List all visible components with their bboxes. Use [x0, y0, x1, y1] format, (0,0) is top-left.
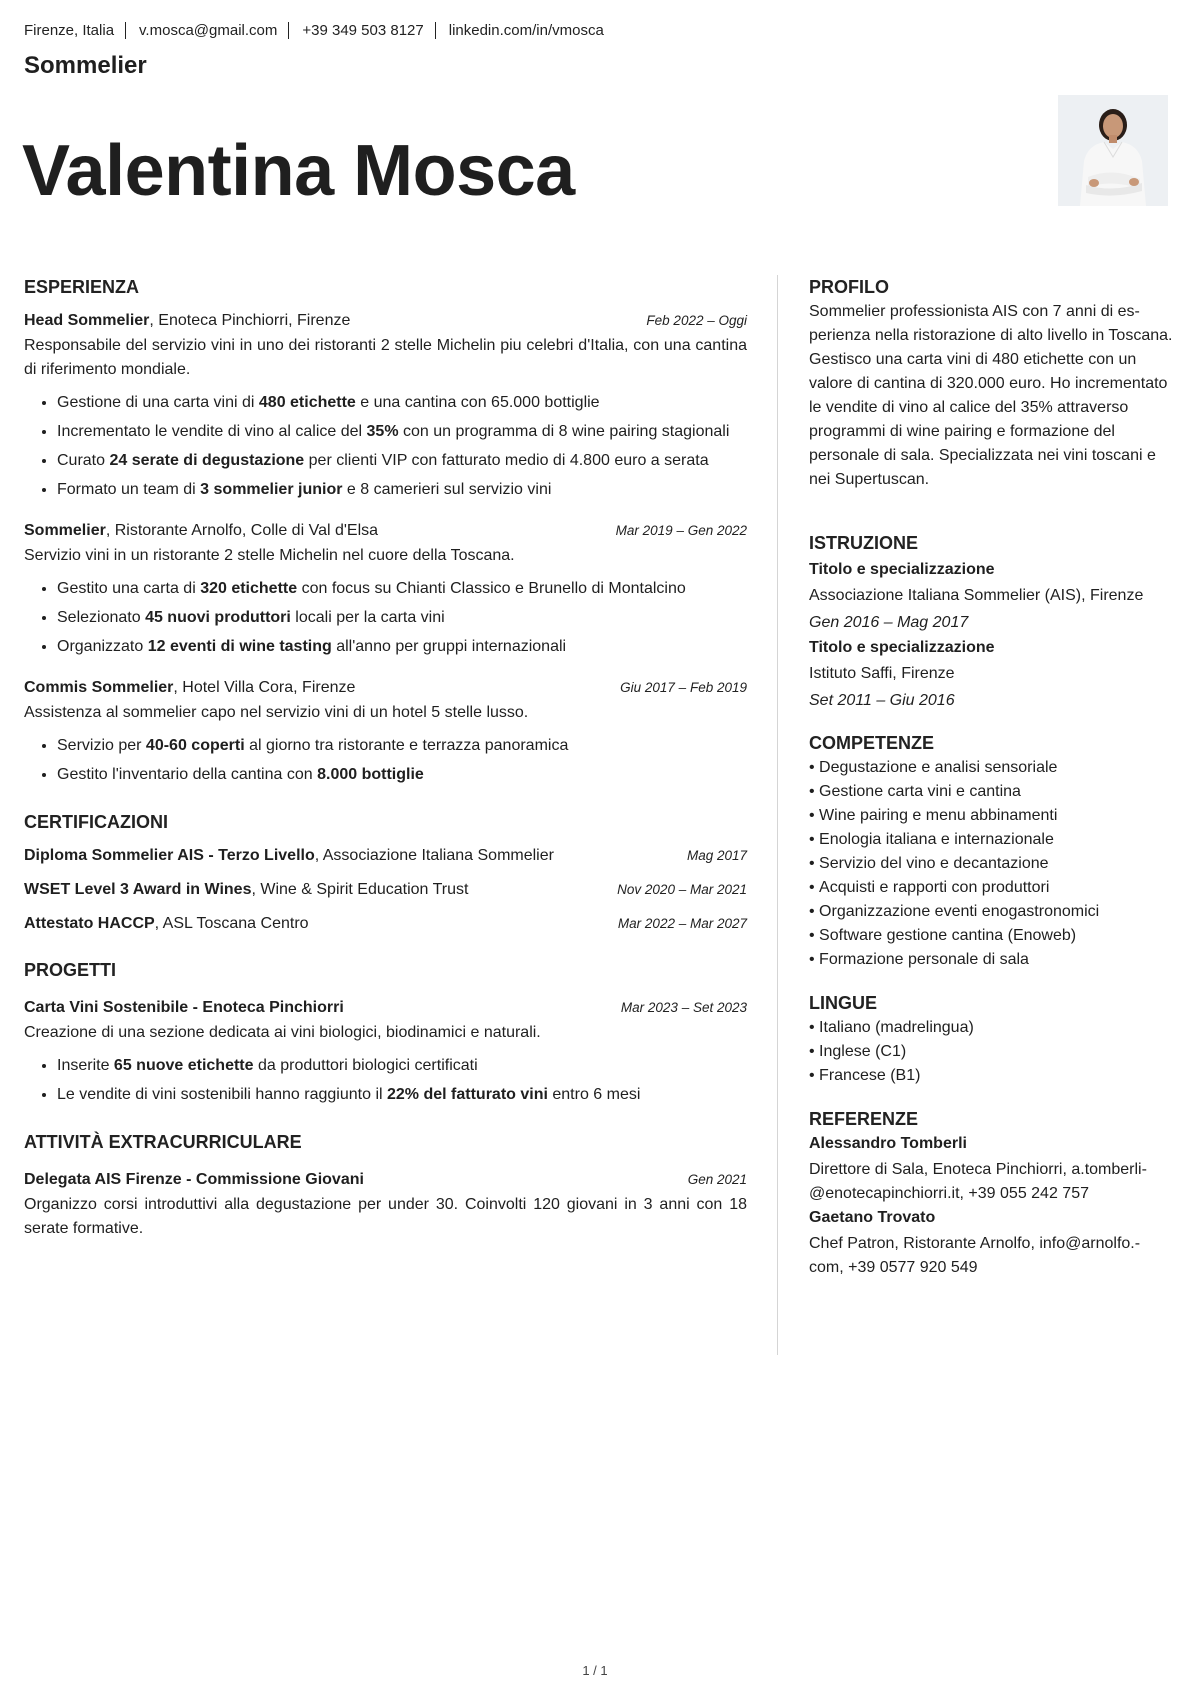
- school-name: Istituto Saffi, Firenze: [809, 665, 955, 682]
- education-date: Gen 2016 – Mag 2017: [809, 614, 969, 631]
- reference-entry: [809, 1206, 1173, 1280]
- project-title: Carta Vini Sostenibile - Enoteca Pinchiorri: [24, 999, 344, 1016]
- right-column: [809, 276, 1173, 1280]
- entry-header: [24, 677, 747, 699]
- contact-line: [24, 22, 604, 39]
- job-title: Sommelier: [24, 52, 147, 79]
- education-section: [809, 532, 1173, 714]
- entry-description: Assistenza al sommelier capo nel servizio vini di un hotel 5 stelle lusso.: [24, 704, 529, 721]
- skill-item: • Wine pairing e menu abbinamenti: [809, 804, 1173, 828]
- section-heading: ISTRUZIONE: [809, 533, 919, 553]
- contact-separator: [288, 22, 289, 39]
- skill-item: • Enologia italiana e internazionale: [809, 828, 1173, 852]
- extracurricular-section: [24, 1131, 747, 1241]
- skill-item: • Servizio del vino e decantazione: [809, 852, 1173, 876]
- entry-date: Mag 2017: [686, 848, 747, 863]
- certification-entry: [24, 879, 747, 901]
- certifications-section: [24, 811, 747, 935]
- section-heading: ATTIVITÀ EXTRACURRICULARE: [24, 1132, 302, 1152]
- degree-title: Titolo e specializzazione: [809, 561, 995, 578]
- experience-entry: [24, 310, 747, 502]
- certification-title: Diploma Sommelier AIS - Terzo Livello: [24, 847, 315, 864]
- page-number: 1 / 1: [582, 1663, 608, 1678]
- section-heading: LINGUE: [809, 993, 878, 1013]
- profile-photo: [1058, 95, 1168, 206]
- profile-section: [809, 276, 1173, 492]
- entry-date: Gen 2021: [687, 1172, 747, 1187]
- contact-separator: [125, 22, 126, 39]
- entry-date: Mar 2019 – Gen 2022: [615, 523, 747, 538]
- achievement-list: [24, 390, 747, 502]
- entry-description: Creazione di una sezione dedicata ai vini biologici, biodinamici e naturali.: [24, 1024, 541, 1041]
- list-item: • Gestito l'inventario della cantina con 8.000 bottiglie: [57, 762, 747, 787]
- section-heading: COMPETENZE: [809, 733, 935, 753]
- list-item: • Curato 24 serate di degustazione per clienti VIP con fatturato medio di 4.800 euro a serata: [57, 448, 747, 473]
- entry-org: , Hotel Villa Cora, Firenze: [173, 679, 356, 696]
- activity-title: Delegata AIS Firenze - Commissione Giovani: [24, 1171, 364, 1188]
- full-name: Valentina Mosca: [22, 131, 575, 211]
- education-entry: [809, 636, 1173, 714]
- skill-item: • Software gestione cantina (Enoweb): [809, 924, 1173, 948]
- achievement-list: [24, 576, 747, 659]
- language-item: • Italiano (madrelingua): [809, 1016, 1173, 1040]
- entry-header: [24, 997, 747, 1019]
- education-date: Set 2011 – Giu 2016: [809, 692, 955, 709]
- contact-email: v.mosca@gmail.com: [139, 22, 278, 39]
- list-item: • Organizzato 12 eventi di wine tasting all'anno per gruppi internazionali: [57, 634, 747, 659]
- entry-title: [24, 677, 355, 699]
- skill-item: • Degustazione e analisi sensoriale: [809, 756, 1173, 780]
- reference-name: Alessandro Tomberli: [809, 1135, 967, 1152]
- reference-detail: Chef Patron, Ristorante Arnolfo, info@arnolfo.-com, +39 0577 920 549: [809, 1235, 1141, 1276]
- experience-entry: [24, 677, 747, 787]
- list-item: • Incrementato le vendite di vino al calice del 35% con un programma di 8 wine pairing stagionali: [57, 419, 747, 444]
- degree-title: Titolo e specializzazione: [809, 639, 995, 656]
- language-item: • Inglese (C1): [809, 1040, 1173, 1064]
- skills-list: [809, 756, 1173, 972]
- certification-org: , Associazione Italiana Sommelier: [314, 847, 554, 864]
- languages-list: [809, 1016, 1173, 1088]
- entry-description: Responsabile del servizio vini in uno dei ristoranti 2 stelle Michelin piu celebri d'Italia, con una cantina di riferimento mondiale.: [24, 337, 747, 378]
- skill-item: • Gestione carta vini e cantina: [809, 780, 1173, 804]
- left-column: [24, 276, 747, 1241]
- experience-section: [24, 276, 747, 787]
- list-item: • Le vendite di vini sostenibili hanno raggiunto il 22% del fatturato vini entro 6 mesi: [57, 1082, 747, 1107]
- entry-date: Mar 2023 – Set 2023: [620, 1000, 747, 1015]
- list-item: • Selezionato 45 nuovi produttori locali per la carta vini: [57, 605, 747, 630]
- entry-date: Nov 2020 – Mar 2021: [617, 882, 747, 897]
- certification-entry: [24, 913, 747, 935]
- certification-title: Attestato HACCP: [24, 915, 155, 932]
- entry-date: Mar 2022 – Mar 2027: [617, 916, 747, 931]
- contact-linkedin: linkedin.com/in/vmosca: [448, 22, 604, 39]
- certification-title: WSET Level 3 Award in Wines: [24, 881, 252, 898]
- column-divider: [777, 275, 778, 1355]
- entry-header: [24, 1169, 747, 1191]
- skill-item: • Acquisti e rapporti con produttori: [809, 876, 1173, 900]
- entry-role: Commis Sommelier: [24, 679, 174, 696]
- profile-summary: Sommelier professionista AIS con 7 anni di esperienza nella ristorazione di alto livello in Toscana. Gestisco una carta vini di 480 etichette con un valore di cantina di 320.000 euro. Ho incrementato le vendite di vino al calice del 35% attraverso programmi di wine pairing e formazione del personale di sala. Specializzata nei vini toscani e nei Supertuscan.: [809, 303, 1173, 488]
- entry-date: Giu 2017 – Feb 2019: [620, 680, 747, 695]
- section-heading: ESPERIENZA: [24, 277, 140, 297]
- entry-description: Organizzo corsi introduttivi alla degustazione per under 30. Coinvolti 120 giovani in 3 anni con 18 serate formative.: [24, 1196, 747, 1237]
- portrait-illustration: [1058, 95, 1168, 206]
- section-heading: CERTIFICAZIONI: [24, 812, 168, 832]
- skills-section: [809, 732, 1173, 972]
- section-heading: PROGETTI: [24, 960, 117, 980]
- reference-detail: Direttore di Sala, Enoteca Pinchiorri, a.tomberli-@enotecapinchiorri.it, +39 055 242 757: [809, 1161, 1147, 1202]
- entry-header: [24, 520, 747, 542]
- skill-item: • Formazione personale di sala: [809, 948, 1173, 972]
- references-section: [809, 1108, 1173, 1280]
- entry-org: , Ristorante Arnolfo, Colle di Val d'Elsa: [105, 522, 379, 539]
- entry-title: [24, 310, 350, 332]
- contact-phone: +39 349 503 8127: [302, 22, 424, 39]
- entry-description: Servizio vini in un ristorante 2 stelle Michelin nel cuore della Toscana.: [24, 547, 515, 564]
- section-heading: REFERENZE: [809, 1109, 919, 1129]
- languages-section: [809, 992, 1173, 1088]
- reference-name: Gaetano Trovato: [809, 1209, 936, 1226]
- school-name: Associazione Italiana Sommelier (AIS), Firenze: [809, 587, 1144, 604]
- experience-entry: [24, 520, 747, 659]
- list-item: • Inserite 65 nuove etichette da produttori biologici certificati: [57, 1053, 747, 1078]
- entry-header: [24, 310, 747, 332]
- education-entry: [809, 558, 1173, 636]
- certification-org: , Wine & Spirit Education Trust: [251, 881, 469, 898]
- section-heading: PROFILO: [809, 277, 889, 297]
- reference-entry: [809, 1132, 1173, 1206]
- list-item: • Gestito una carta di 320 etichette con focus su Chianti Classico e Brunello di Montalcino: [57, 576, 747, 601]
- contact-separator: [435, 22, 436, 39]
- entry-title: [24, 520, 378, 542]
- achievement-list: [24, 1053, 747, 1107]
- list-item: • Formato un team di 3 sommelier junior e 8 camerieri sul servizio vini: [57, 477, 747, 502]
- certification-org: , ASL Toscana Centro: [154, 915, 309, 932]
- entry-org: , Enoteca Pinchiorri, Firenze: [149, 312, 351, 329]
- entry-date: Feb 2022 – Oggi: [646, 313, 747, 328]
- achievement-list: [24, 733, 747, 787]
- contact-location: Firenze, Italia: [24, 22, 115, 39]
- certification-entry: [24, 845, 747, 867]
- entry-role: Sommelier: [24, 522, 106, 539]
- entry-role: Head Sommelier: [24, 312, 150, 329]
- list-item: • Gestione di una carta vini di 480 etichette e una cantina con 65.000 bottiglie: [57, 390, 747, 415]
- language-item: • Francese (B1): [809, 1064, 1173, 1088]
- projects-section: [24, 959, 747, 1107]
- skill-item: • Organizzazione eventi enogastronomici: [809, 900, 1173, 924]
- list-item: • Servizio per 40-60 coperti al giorno tra ristorante e terrazza panoramica: [57, 733, 747, 758]
